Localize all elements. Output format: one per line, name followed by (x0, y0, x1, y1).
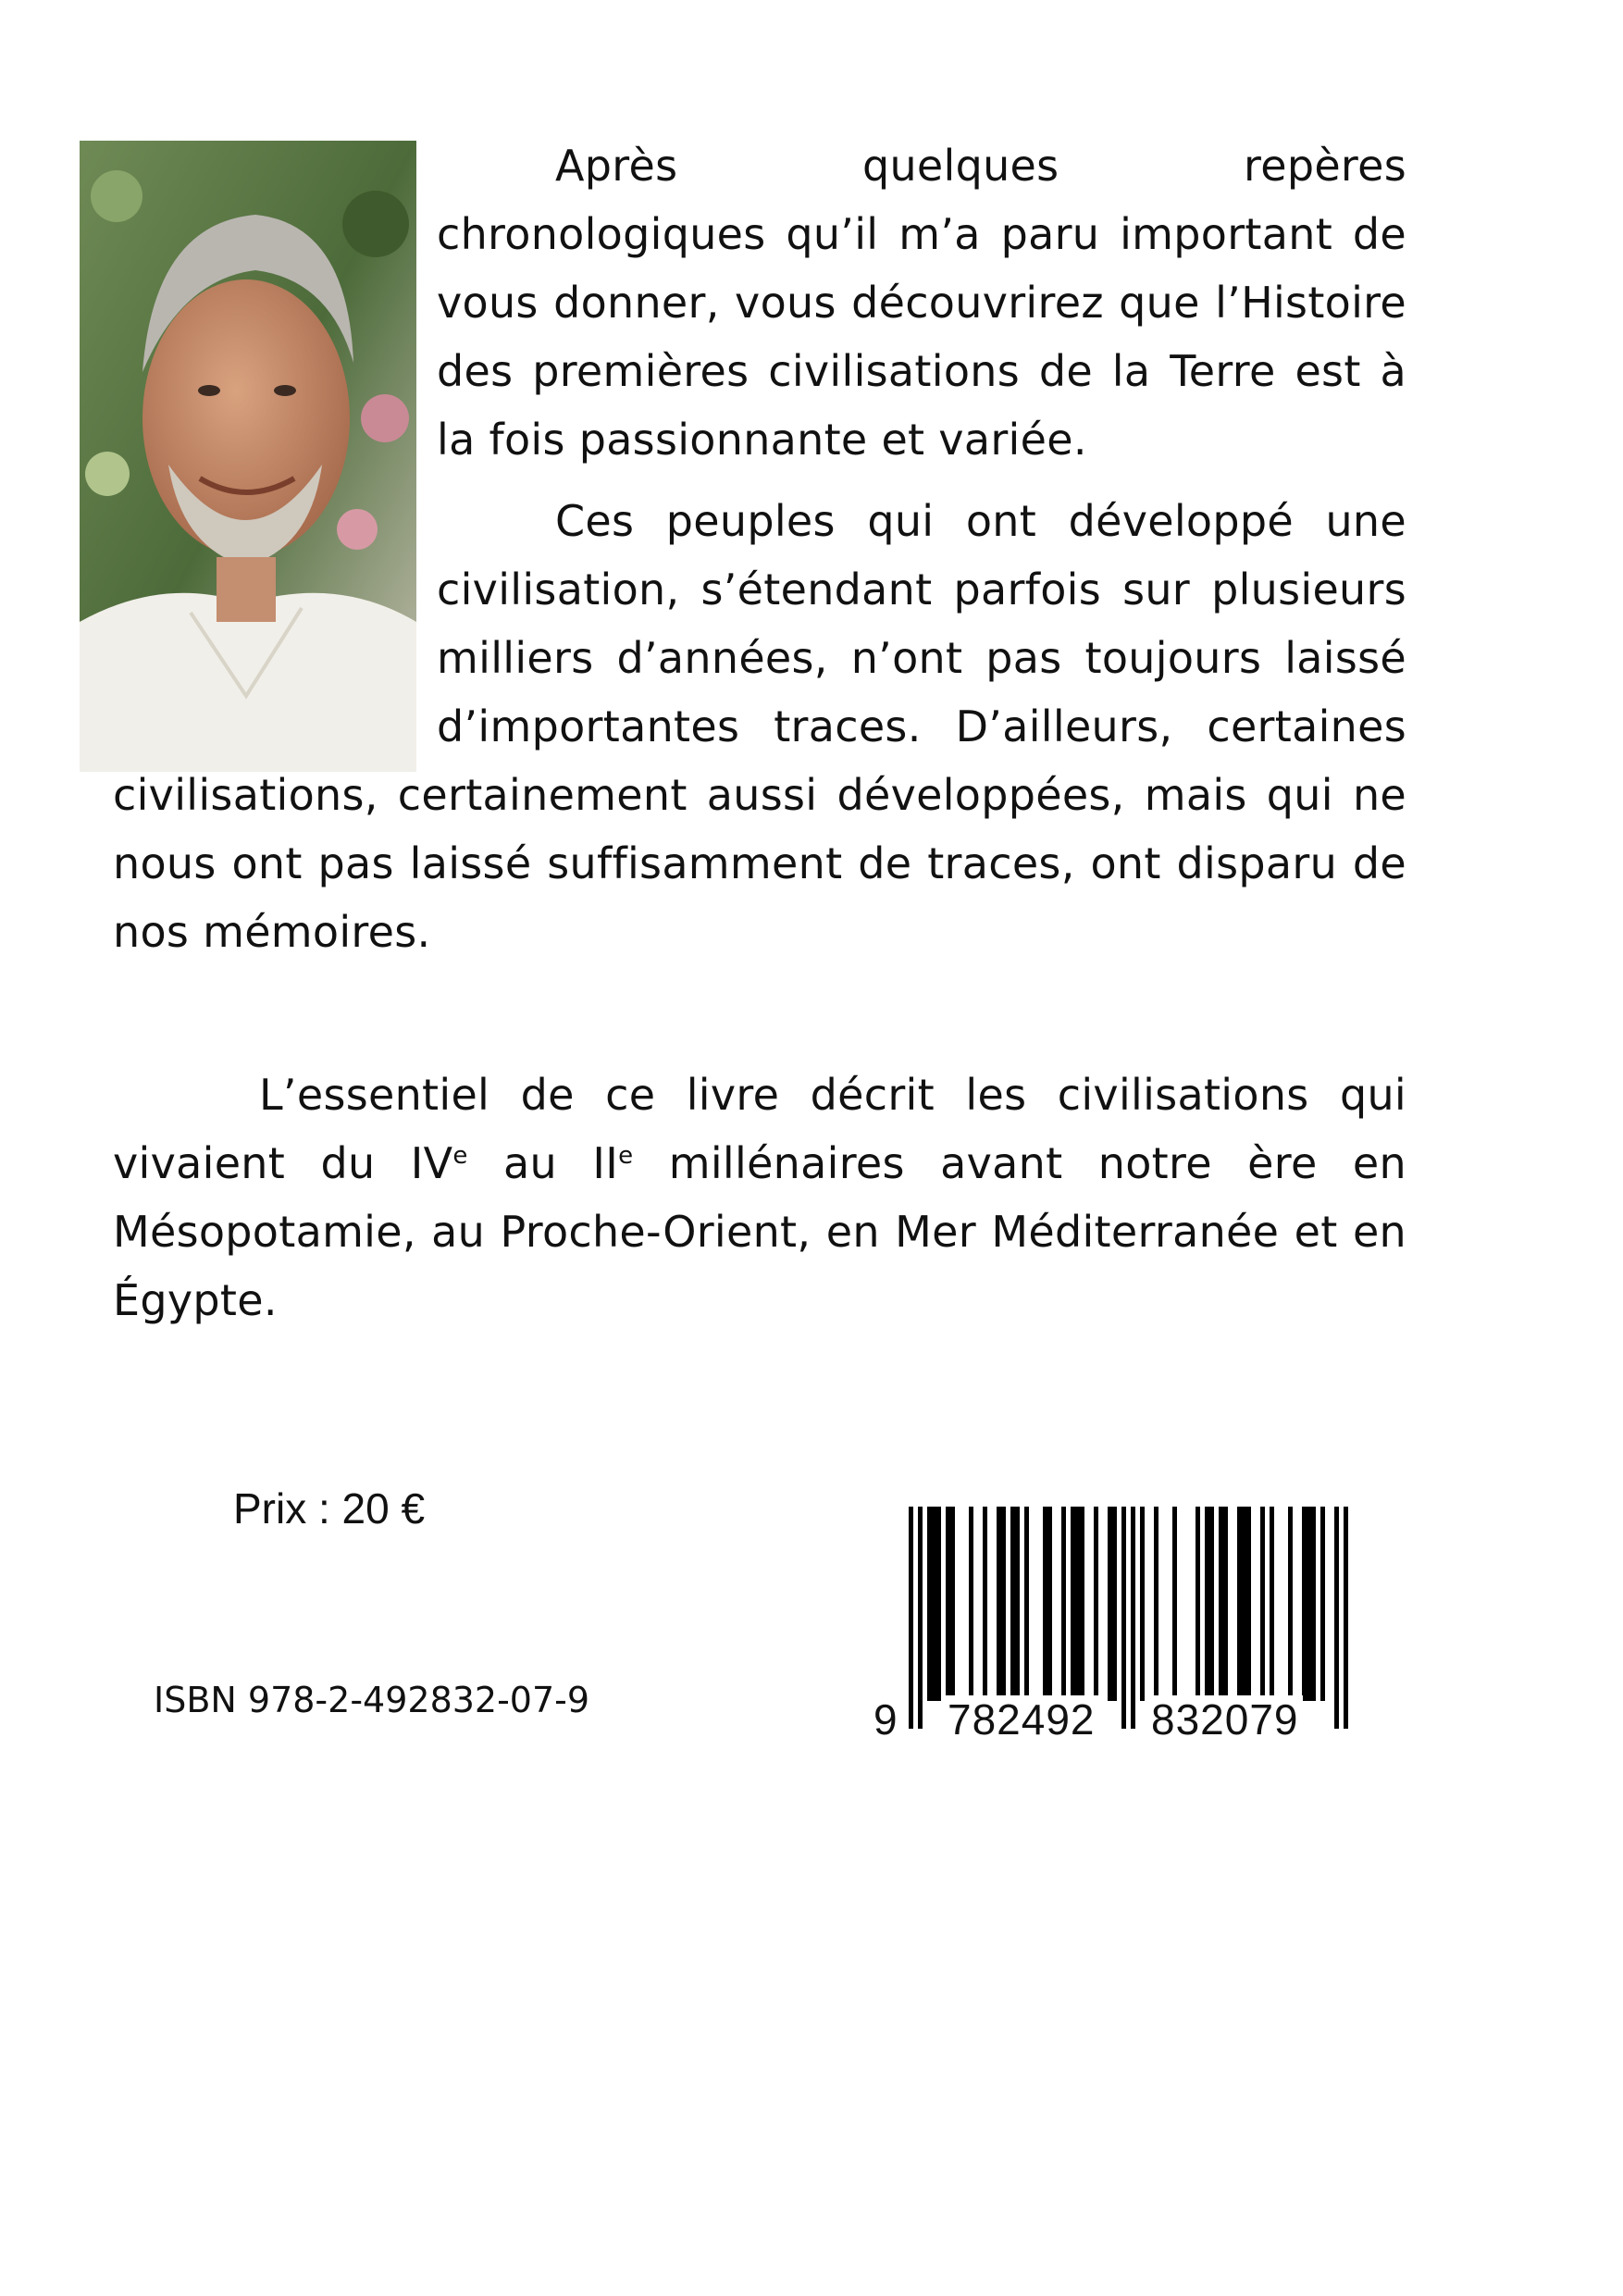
barcode-bar (1024, 1507, 1029, 1701)
barcode-bar (946, 1507, 950, 1701)
barcode-bar (1320, 1507, 1325, 1701)
barcode-bar (950, 1507, 955, 1701)
barcode-guard-bar (1121, 1507, 1126, 1729)
barcode-bar (1172, 1507, 1177, 1701)
barcode-bar (1209, 1507, 1214, 1701)
barcode-bar (1246, 1507, 1251, 1701)
barcode-bar (1270, 1507, 1274, 1701)
barcode-bar (983, 1507, 987, 1701)
barcode-bar (1140, 1507, 1145, 1701)
barcode-bar (1302, 1507, 1307, 1701)
barcode-bar (932, 1507, 936, 1701)
barcode-bar (1015, 1507, 1020, 1701)
barcode-first-digit: 9 (873, 1695, 898, 1744)
barcode-bar (1047, 1507, 1052, 1701)
barcode-bar (1223, 1507, 1228, 1701)
barcode-bar (1154, 1507, 1158, 1701)
barcode-guard-bar (918, 1507, 923, 1729)
barcode-bar (1010, 1507, 1015, 1701)
paragraph-3-part-2: au II (467, 1138, 619, 1188)
barcode-bar (1080, 1507, 1084, 1701)
isbn-barcode (868, 1507, 1386, 1744)
barcode-bar (1043, 1507, 1047, 1701)
barcode-bar (1307, 1507, 1311, 1701)
barcode-guard-bar (1131, 1507, 1135, 1729)
ordinal-superscript-2: e (618, 1142, 634, 1170)
barcode-bar (927, 1507, 932, 1701)
paragraph-1: Après quelques repères chronologiques qu’il m’a paru important de vous donner, vous découvrirez que l’Histoire des premières civilisations de la Terre est à la fois passionnante et variée. (437, 141, 1406, 465)
barcode-bar (1075, 1507, 1080, 1701)
barcode-bar (1061, 1507, 1066, 1701)
barcode-bar (1242, 1507, 1246, 1701)
barcode-guard-bar (909, 1507, 913, 1729)
barcode-right-digits: 832079 (1147, 1695, 1303, 1744)
ordinal-superscript-1: e (452, 1142, 468, 1170)
barcode-left-digits: 782492 (944, 1695, 1099, 1744)
barcode-bar (1311, 1507, 1316, 1701)
back-cover-text (113, 131, 1406, 966)
paragraph-3-part-1: L’essentiel de ce livre décrit les civilisations qui vivaient du IV (113, 1070, 1406, 1188)
barcode-bar (1205, 1507, 1209, 1701)
barcode-bar (1196, 1507, 1200, 1701)
barcode-bar (969, 1507, 973, 1701)
barcode-bar (1260, 1507, 1265, 1701)
barcode-bar (1108, 1507, 1112, 1701)
barcode-guard-bar (1344, 1507, 1348, 1729)
barcode-bar (1288, 1507, 1293, 1701)
barcode-bar (1112, 1507, 1117, 1701)
barcode-bar (997, 1507, 1001, 1701)
price-label: Prix : 20 € (233, 1484, 426, 1533)
barcode-bar (1237, 1507, 1242, 1701)
barcode-bar (1219, 1507, 1223, 1701)
barcode-guard-bar (1334, 1507, 1339, 1729)
isbn-label: ISBN 978-2-492832-07-9 (154, 1680, 590, 1720)
barcode-bar (1071, 1507, 1075, 1701)
paragraph-3 (113, 1061, 1406, 1334)
barcode-bar (936, 1507, 941, 1701)
paragraph-3-part-3: millénaires avant notre ère en Mésopotamie, au Proche-Orient, en Mer Méditerranée et en Égypte. (113, 1138, 1406, 1325)
barcode-bar (1094, 1507, 1098, 1701)
barcode-bar (1001, 1507, 1006, 1701)
paragraph-2: Ces peuples qui ont développé une civilisation, s’étendant parfois sur plusieurs milliers d’années, n’ont pas toujours laissé d’importantes traces. D’ailleurs, certaines civilisations, certainement aussi développées, mais qui ne nous ont pas laissé suffisamment de traces, ont disparu de nos mémoires. (113, 496, 1406, 957)
